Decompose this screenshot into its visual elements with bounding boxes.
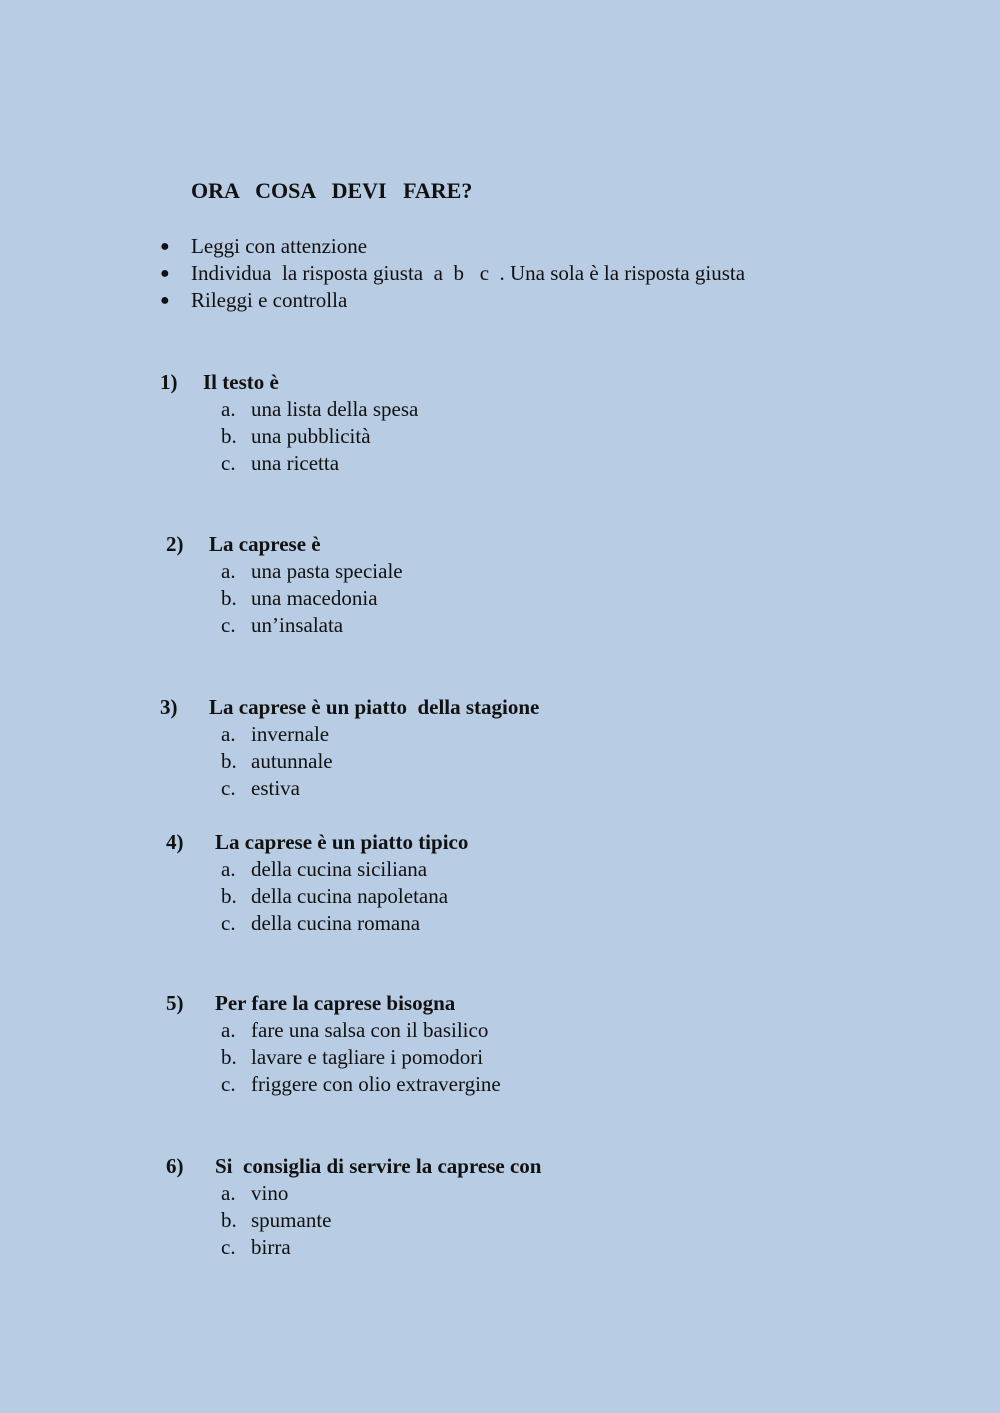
option-c[interactable] — [221, 910, 421, 937]
question-number: 5) — [166, 991, 184, 1015]
option-text: un’insalata — [251, 613, 344, 637]
question-text: Per fare la caprese bisogna — [215, 991, 456, 1015]
option-a[interactable] — [221, 721, 330, 748]
option-letter: b. — [221, 1208, 237, 1232]
instructions-list — [160, 233, 745, 314]
instruction-text: Rileggi e controlla — [191, 288, 348, 312]
option-letter: a. — [221, 1181, 236, 1205]
option-a[interactable] — [221, 856, 428, 883]
option-text: una pubblicità — [251, 424, 371, 448]
option-text: spumante — [251, 1208, 332, 1232]
option-letter: a. — [221, 722, 236, 746]
option-c[interactable] — [221, 1071, 501, 1098]
option-a[interactable] — [221, 1017, 489, 1044]
option-text: una pasta speciale — [251, 559, 403, 583]
options-list — [221, 1017, 501, 1098]
bullet-icon: ● — [160, 265, 170, 282]
page-title: ORA COSA DEVI FARE? — [191, 178, 473, 203]
instruction-text: Individua la risposta giusta a b c . Una sola è la risposta giusta — [191, 261, 746, 285]
option-text: fare una salsa con il basilico — [251, 1018, 489, 1042]
question-text: La caprese è un piatto della stagione — [209, 695, 540, 719]
option-b[interactable] — [221, 748, 333, 775]
option-b[interactable] — [221, 1044, 484, 1071]
bullet-icon: ● — [160, 238, 170, 255]
option-text: invernale — [251, 722, 330, 746]
option-letter: b. — [221, 424, 237, 448]
option-b[interactable] — [221, 1207, 332, 1234]
option-c[interactable] — [221, 612, 344, 639]
option-text: autunnale — [251, 749, 333, 773]
option-letter: b. — [221, 1045, 237, 1069]
option-letter: a. — [221, 1018, 236, 1042]
instruction-item — [160, 233, 745, 260]
option-c[interactable] — [221, 450, 340, 477]
option-letter: c. — [221, 451, 236, 475]
option-b[interactable] — [221, 423, 371, 450]
option-text: della cucina siciliana — [251, 857, 428, 881]
question-text: Il testo è — [203, 370, 279, 394]
question-number: 3) — [160, 695, 178, 719]
option-b[interactable] — [221, 883, 449, 910]
question-number: 1) — [160, 370, 178, 394]
option-text: una ricetta — [251, 451, 340, 475]
option-text: lavare e tagliare i pomodori — [251, 1045, 484, 1069]
options-list — [221, 856, 449, 937]
option-letter: a. — [221, 857, 236, 881]
bullet-icon: ● — [160, 292, 170, 309]
option-letter: b. — [221, 586, 237, 610]
option-text: della cucina romana — [251, 911, 421, 935]
option-a[interactable] — [221, 558, 403, 585]
option-letter: a. — [221, 559, 236, 583]
instruction-item — [160, 260, 745, 287]
question-number: 4) — [166, 830, 184, 854]
question-number: 2) — [166, 532, 184, 556]
option-c[interactable] — [221, 1234, 291, 1261]
question-number: 6) — [166, 1154, 184, 1178]
option-letter: a. — [221, 397, 236, 421]
option-a[interactable] — [221, 1180, 289, 1207]
option-a[interactable] — [221, 396, 419, 423]
option-text: estiva — [251, 776, 300, 800]
options-list — [221, 721, 333, 802]
option-c[interactable] — [221, 775, 300, 802]
option-letter: c. — [221, 911, 236, 935]
option-text: birra — [251, 1235, 291, 1259]
options-list — [221, 1180, 332, 1261]
question-text: La caprese è un piatto tipico — [215, 830, 469, 854]
option-text: friggere con olio extravergine — [251, 1072, 501, 1096]
question-text: Si consiglia di servire la caprese con — [215, 1154, 542, 1178]
option-letter: b. — [221, 749, 237, 773]
option-letter: c. — [221, 1235, 236, 1259]
options-list — [221, 558, 403, 639]
option-text: una macedonia — [251, 586, 378, 610]
options-list — [221, 396, 419, 477]
option-text: vino — [251, 1181, 289, 1205]
option-text: della cucina napoletana — [251, 884, 449, 908]
option-letter: c. — [221, 1072, 236, 1096]
instruction-item — [160, 287, 745, 314]
option-letter: b. — [221, 884, 237, 908]
option-b[interactable] — [221, 585, 378, 612]
option-letter: c. — [221, 776, 236, 800]
instruction-text: Leggi con attenzione — [191, 234, 368, 258]
question-text: La caprese è — [209, 532, 321, 556]
option-text: una lista della spesa — [251, 397, 419, 421]
option-letter: c. — [221, 613, 236, 637]
